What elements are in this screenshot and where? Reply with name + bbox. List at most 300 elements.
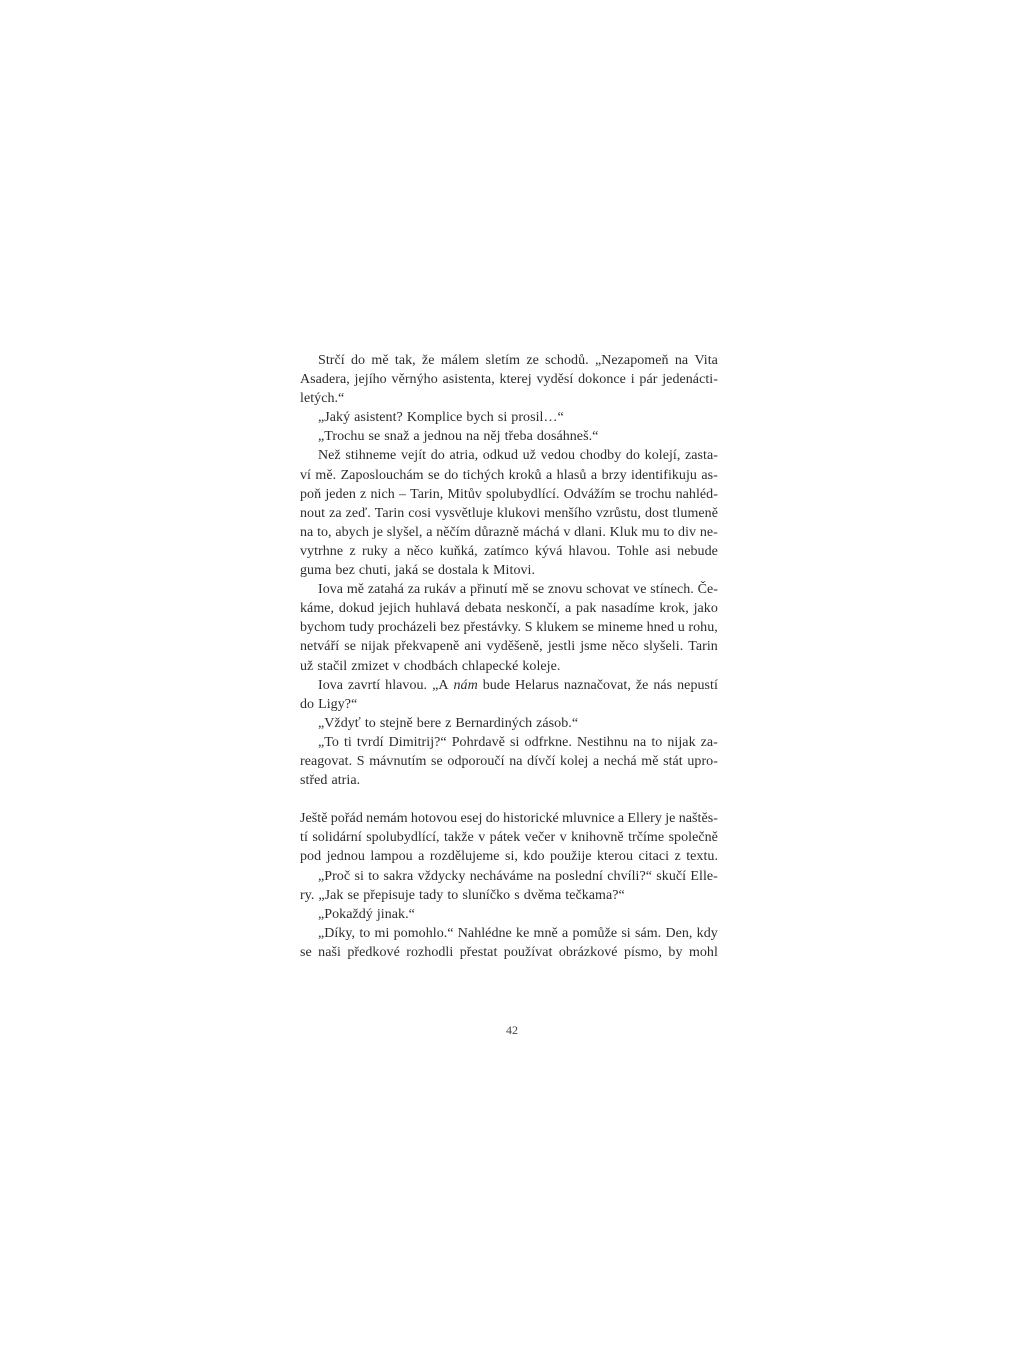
word: hlavou. (568, 543, 611, 559)
word: nechá (603, 753, 637, 769)
word: Mitův (447, 486, 482, 502)
word: za- (700, 734, 718, 750)
word: že (635, 677, 649, 693)
word: Če- (697, 582, 718, 598)
word: Tohle (616, 543, 649, 559)
word: tí (300, 830, 308, 846)
word: bych (466, 410, 494, 426)
word: vytrhne (300, 543, 344, 559)
word: si, (504, 849, 518, 865)
word: tak, (394, 353, 416, 368)
word: třeba (504, 429, 533, 445)
word: je (665, 811, 676, 827)
word: tvrdí (356, 734, 384, 750)
word: Vita (694, 353, 718, 368)
word: u (677, 620, 685, 636)
word: Nestihnu (577, 734, 628, 750)
word: na (674, 353, 689, 368)
word: to, (317, 524, 332, 540)
word: večer (524, 830, 556, 846)
word: ze (526, 353, 539, 368)
word: jsme (580, 639, 607, 655)
word: ruky (361, 543, 388, 559)
text-line (300, 886, 718, 905)
word: jestli (547, 639, 576, 655)
word: Tarin, (410, 486, 444, 502)
word: už (300, 658, 314, 674)
word: to (364, 715, 376, 731)
word: na (300, 524, 314, 540)
word: jejího (354, 372, 387, 388)
word: střed (300, 773, 328, 789)
word: obrázkové (558, 944, 618, 960)
word: zavrtí (348, 677, 381, 693)
word: tichých (462, 467, 505, 483)
word: nasadíme (601, 601, 655, 617)
word: ne- (699, 524, 718, 540)
word: Tarin (688, 639, 718, 655)
text-line (300, 351, 718, 370)
word: zatímco (483, 543, 529, 559)
word: vysvětluje (435, 505, 494, 521)
word: schodů. (545, 353, 589, 368)
word: necháváme (469, 868, 534, 884)
text-line (300, 618, 718, 637)
text-line (300, 847, 718, 866)
word: Asadera, (300, 372, 350, 388)
word: abych (335, 524, 370, 540)
word: slyšel, (386, 524, 423, 540)
word: jednou (326, 849, 365, 865)
word: zatahá (367, 582, 404, 598)
word: dosáhneš.“ (536, 429, 599, 445)
word: trochu (635, 486, 672, 502)
word: bychom (300, 620, 346, 636)
word: Iova (318, 582, 344, 598)
word: neskončí, (506, 601, 561, 617)
word: přepisuje (363, 887, 416, 903)
word: skučí (656, 868, 687, 884)
word: si (354, 868, 364, 884)
word: hlavou. (385, 677, 428, 693)
text-line (300, 657, 718, 676)
word: mě (371, 353, 389, 368)
word: na (537, 868, 551, 884)
word: kdo (523, 849, 545, 865)
text-line (300, 523, 718, 542)
word: se (582, 620, 594, 636)
word: atria, (449, 448, 479, 464)
word: ani (464, 639, 482, 655)
word: pátek (489, 830, 521, 846)
word: máchá (522, 524, 560, 540)
word: Pohrdavě (451, 734, 505, 750)
word: lampou (370, 849, 413, 865)
word: koleje. (522, 658, 561, 674)
word: to (368, 868, 380, 884)
text-line (300, 542, 718, 561)
word: bude (482, 677, 511, 693)
text-line (300, 466, 718, 485)
word: chlapecké (461, 658, 519, 674)
word: chodby (579, 448, 622, 464)
word: „Jaký (318, 410, 351, 426)
word: krok, (659, 601, 689, 617)
word: nahléd- (675, 486, 718, 502)
word: mně (533, 925, 558, 941)
word: takže (443, 830, 474, 846)
word: poslední (555, 868, 603, 884)
word: identifikuju (631, 467, 697, 483)
word: Dimitrij?“ (388, 734, 447, 750)
word: nijak (667, 734, 696, 750)
word: a (617, 811, 625, 827)
word: dokud (338, 601, 375, 617)
word: vyděsí (536, 372, 574, 388)
word: ve (633, 582, 647, 598)
word: tady (419, 887, 444, 903)
word: bez (440, 620, 460, 636)
word: mě (511, 582, 529, 598)
word: zmizet (351, 658, 389, 674)
page-number: 42 (506, 1023, 518, 1037)
word: „Díky, (318, 925, 356, 941)
word: kterou (596, 849, 634, 865)
word: nijak (361, 639, 390, 655)
word: a (564, 601, 572, 617)
word: dvěma (523, 887, 562, 903)
text-line (300, 867, 718, 886)
word: mineme (597, 620, 643, 636)
word: textu. (686, 849, 718, 865)
word: jaká (394, 563, 419, 579)
word: mohl (688, 944, 718, 960)
word: mluvnice (562, 811, 615, 827)
word: kolej (560, 753, 589, 769)
word: kroků (508, 467, 542, 483)
word: asistenta, (442, 372, 495, 388)
word: Než (318, 448, 341, 464)
word: sluníčko (462, 887, 511, 903)
word: ry. (300, 887, 315, 903)
word: důrazně (474, 524, 520, 540)
word: se (431, 753, 443, 769)
word: a (546, 467, 553, 483)
word: vejít (400, 448, 427, 464)
word: naši (318, 944, 341, 960)
word: a (459, 582, 467, 598)
word: tlumeně (672, 505, 718, 521)
word: použije (549, 849, 592, 865)
word: citaci (638, 849, 670, 865)
word: ti (343, 734, 352, 750)
word: Ellery (627, 811, 662, 827)
word: bere (416, 715, 442, 731)
word: Odvážím (563, 486, 616, 502)
word: a (562, 925, 569, 941)
word: se (532, 582, 545, 598)
word: z (360, 486, 367, 502)
word: do (625, 448, 641, 464)
word: to (447, 887, 459, 903)
word: jako (693, 601, 718, 617)
word: kývá (534, 543, 563, 559)
text-line (300, 714, 718, 733)
word: pomohlo.“ (393, 925, 454, 941)
word: přinutí (469, 582, 508, 598)
word: si (510, 734, 520, 750)
word: „Vždyť (318, 715, 361, 731)
word: chvíli?“ (607, 868, 652, 884)
word: kdy (696, 925, 718, 941)
word: do (300, 696, 315, 712)
word: odfrkne. (524, 734, 572, 750)
word: Helarus (515, 677, 559, 693)
text-line (300, 828, 718, 847)
word: Kluk (609, 524, 638, 540)
word: chuti, (358, 563, 391, 579)
word: spolubydlící. (486, 486, 560, 502)
word: tudy (349, 620, 375, 636)
text-line (300, 809, 718, 828)
word: Ligy?“ (318, 696, 358, 712)
word: procházeli (377, 620, 437, 636)
word: nepustí (677, 677, 718, 693)
text-line (300, 561, 718, 580)
word: snaž (384, 429, 410, 445)
word: by (668, 944, 683, 960)
word: písmo, (623, 944, 663, 960)
word: do (485, 811, 500, 827)
word: „To (318, 734, 339, 750)
word: letých.“ (300, 391, 345, 407)
text-line (300, 408, 718, 427)
word: si (497, 410, 508, 426)
text-line (300, 637, 718, 656)
word: guma (300, 563, 332, 579)
word: vedou (540, 448, 576, 464)
text-line (300, 695, 718, 714)
word: spolubydlící, (366, 830, 440, 846)
word: na (466, 429, 480, 445)
text-line (300, 771, 718, 790)
word: mě (346, 582, 365, 598)
word: v (563, 524, 571, 540)
text-line (300, 504, 718, 523)
text-line (300, 485, 718, 504)
word: hotovou (410, 811, 458, 827)
word: už (522, 448, 536, 464)
word: se (300, 944, 312, 960)
word: na (632, 734, 647, 750)
word: káme, (300, 601, 335, 617)
word: rukáv (424, 582, 457, 598)
word: pomůže (572, 925, 618, 941)
word: mávnutím (369, 753, 427, 769)
word: klukovi (497, 505, 541, 521)
word: S (524, 620, 533, 636)
word: přestat (459, 944, 498, 960)
word: překvapeně (394, 639, 460, 655)
text-line (300, 943, 718, 962)
word: Den, (665, 925, 693, 941)
word: zeď. (345, 505, 371, 521)
word: rozhodli (406, 944, 454, 960)
word: to (663, 524, 675, 540)
word: zásob.“ (536, 715, 579, 731)
word: v (392, 658, 400, 674)
word: do (351, 353, 366, 368)
text-line (300, 924, 718, 943)
word: z (349, 543, 356, 559)
word: hned (646, 620, 675, 636)
word: za (329, 505, 342, 521)
word: si (621, 925, 631, 941)
word: pak (576, 601, 597, 617)
word: asi (655, 543, 671, 559)
word: cosi (408, 505, 432, 521)
word: nich (370, 486, 395, 502)
word: „Proč (318, 868, 351, 884)
word: k (482, 563, 490, 579)
text-line (300, 427, 718, 446)
body-text (300, 351, 718, 962)
word: nás (653, 677, 673, 693)
word: a (590, 467, 598, 483)
word: nemám (366, 811, 408, 827)
word: dívčí (527, 753, 556, 769)
word: asistent? (354, 410, 403, 426)
word: sám. (634, 925, 662, 941)
word: bez (335, 563, 355, 579)
text-line (300, 580, 718, 599)
word: dokonce (578, 372, 626, 388)
word: pár (639, 372, 658, 388)
word: Elle- (690, 868, 718, 884)
word: kuňká, (439, 543, 478, 559)
word: s (514, 887, 520, 903)
word: vzrůstu, (595, 505, 642, 521)
word: Komplice (406, 410, 463, 426)
word: to (651, 734, 663, 750)
word: se (347, 887, 360, 903)
word: Ještě (300, 811, 328, 827)
word: Tarin (374, 505, 405, 521)
word: esej (460, 811, 483, 827)
word: dost (645, 505, 669, 521)
word: kterej (499, 372, 532, 388)
word: slyšeli. (643, 639, 684, 655)
word: za (407, 582, 421, 598)
word: a (394, 543, 401, 559)
word: věrnýho (391, 372, 438, 388)
word: se (368, 429, 381, 445)
word: předkové (347, 944, 400, 960)
word: se (619, 486, 632, 502)
word: a (426, 524, 433, 540)
word: nout (300, 505, 326, 521)
word: vždycky (417, 868, 466, 884)
word: ví (300, 467, 311, 483)
word: Bernardiných (455, 715, 533, 731)
word: stihneme (345, 448, 397, 464)
word: poň (300, 486, 322, 502)
word: na (509, 753, 523, 769)
word: S (356, 753, 365, 769)
word: as- (701, 467, 718, 483)
word: sletím (485, 353, 521, 368)
word: pod (300, 849, 322, 865)
word: že (422, 353, 435, 368)
word: něj (483, 429, 501, 445)
word: je (372, 524, 383, 540)
word: i (630, 372, 635, 388)
word: upro- (687, 753, 718, 769)
word: používat (503, 944, 553, 960)
text-line (300, 599, 718, 618)
word: Mitovi. (493, 563, 536, 579)
word: se (344, 639, 357, 655)
word: mu (641, 524, 660, 540)
word: trčíme (628, 830, 665, 846)
word: mi (374, 925, 390, 941)
word: jeden (325, 486, 356, 502)
word: Iova (318, 677, 344, 693)
word: zasta- (685, 448, 718, 464)
word: se (422, 563, 434, 579)
word: stát (663, 753, 683, 769)
section-break (300, 790, 718, 809)
word: ke (516, 925, 530, 941)
word: v (559, 830, 567, 846)
word: huhlavá (415, 601, 460, 617)
word: pořád (330, 811, 363, 827)
word: naznačovat, (563, 677, 631, 693)
word: chodbách (403, 658, 458, 674)
word: jedenácti- (662, 372, 718, 388)
word: odporoučí (447, 753, 505, 769)
word: „Trochu (318, 429, 365, 445)
word: „A (432, 677, 449, 693)
word: mě (641, 753, 659, 769)
word: dostala (437, 563, 478, 579)
word: naštěs- (678, 811, 718, 827)
word: a (592, 753, 600, 769)
word: historické (503, 811, 559, 827)
word: „Pokaždý (318, 906, 373, 922)
word: Nahlédne (457, 925, 512, 941)
word: společně (668, 830, 718, 846)
word: klukem (536, 620, 579, 636)
word: „Nezapomeň (594, 353, 669, 368)
word: kolejí, (644, 448, 681, 464)
word: z (674, 849, 681, 865)
word: něčím (436, 524, 471, 540)
word: schovat (586, 582, 630, 598)
word: Zaposlouchám (340, 467, 424, 483)
word: do (430, 448, 445, 464)
word: něco (406, 543, 434, 559)
word: něco (611, 639, 639, 655)
word: div (678, 524, 697, 540)
text-line (300, 733, 718, 752)
word: menšího (544, 505, 592, 521)
word: odkud (482, 448, 519, 464)
word: málem (440, 353, 480, 368)
word: prosil…“ (511, 410, 564, 426)
word: přestávky. (463, 620, 522, 636)
word: – (398, 486, 406, 502)
